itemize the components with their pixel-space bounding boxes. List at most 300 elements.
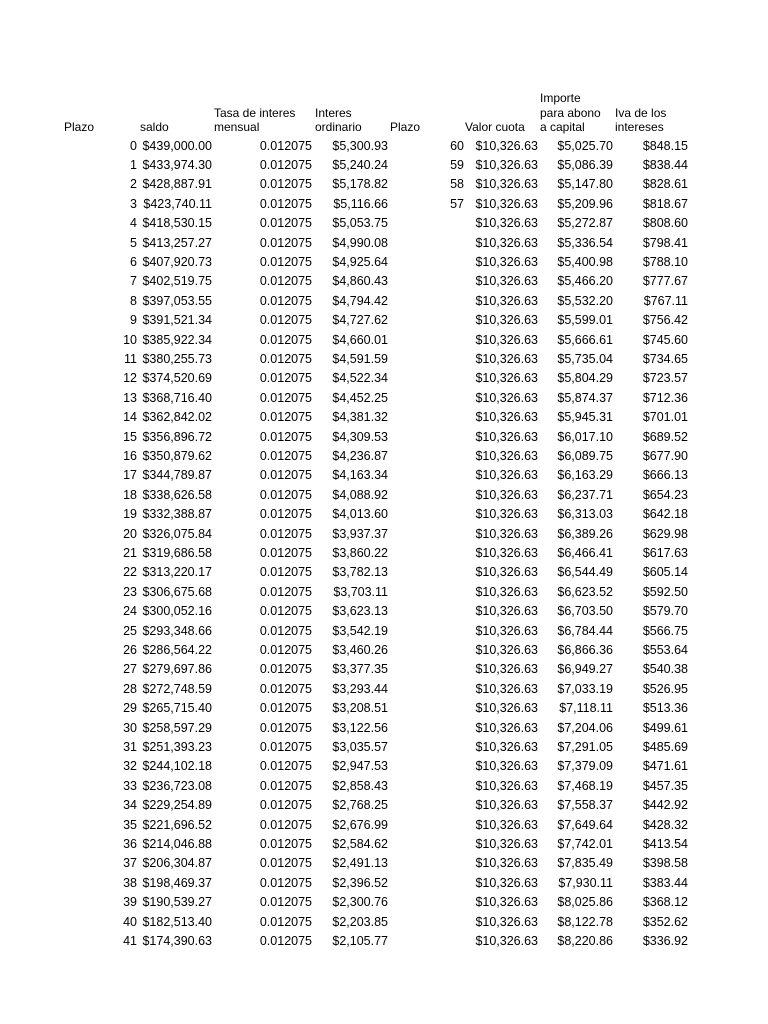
cell-plazo: 21 [123, 545, 137, 560]
table-row [0, 796, 768, 815]
cell-saldo: $433,974.30 [142, 157, 212, 172]
cell-plazo: 14 [123, 410, 137, 425]
cell-saldo: $244,102.18 [142, 759, 212, 774]
cell-tasa: 0.012075 [259, 274, 312, 289]
table-row [0, 311, 768, 330]
cell-valor-cuota: $10,326.63 [475, 254, 538, 269]
cell-plazo: 7 [130, 274, 137, 289]
cell-plazo: 19 [123, 507, 137, 522]
cell-iva: $734.65 [642, 351, 688, 366]
table-row [0, 913, 768, 932]
table-row [0, 331, 768, 350]
cell-interes: $3,542.19 [332, 623, 388, 638]
table-row [0, 583, 768, 602]
cell-saldo: $374,520.69 [142, 371, 212, 386]
cell-valor-cuota: $10,326.63 [475, 817, 538, 832]
cell-iva: $383.44 [642, 875, 688, 890]
cell-interes: $3,460.26 [332, 642, 388, 657]
cell-saldo: $391,521.34 [142, 313, 212, 328]
cell-iva: $808.60 [642, 216, 688, 231]
cell-interes: $4,591.59 [332, 351, 388, 366]
cell-plazo-2: 57 [450, 196, 464, 211]
cell-interes: $3,623.13 [332, 604, 388, 619]
cell-valor-cuota: $10,326.63 [475, 933, 538, 948]
cell-saldo: $428,887.91 [142, 177, 212, 192]
cell-saldo: $368,716.40 [142, 390, 212, 405]
cell-saldo: $418,530.15 [142, 216, 212, 231]
cell-iva: $848.15 [642, 138, 688, 153]
cell-importe: $6,089.75 [557, 448, 613, 463]
cell-importe: $6,544.49 [557, 565, 613, 580]
cell-iva: $336.92 [642, 933, 688, 948]
cell-valor-cuota: $10,326.63 [475, 604, 538, 619]
cell-tasa: 0.012075 [259, 584, 312, 599]
header-iva: Iva de los intereses [615, 105, 667, 134]
cell-interes: $4,727.62 [332, 313, 388, 328]
cell-saldo: $293,348.66 [142, 623, 212, 638]
table-row [0, 525, 768, 544]
cell-plazo: 36 [123, 836, 137, 851]
cell-plazo: 33 [123, 778, 137, 793]
header-saldo: saldo [140, 120, 169, 134]
cell-iva: $540.38 [642, 662, 688, 677]
cell-tasa: 0.012075 [259, 157, 312, 172]
cell-tasa: 0.012075 [259, 410, 312, 425]
cell-importe: $6,703.50 [557, 604, 613, 619]
cell-interes: $4,452.25 [332, 390, 388, 405]
table-row [0, 272, 768, 291]
cell-iva: $352.62 [642, 914, 688, 929]
cell-importe: $7,468.19 [557, 778, 613, 793]
cell-valor-cuota: $10,326.63 [475, 565, 538, 580]
cell-plazo: 1 [130, 157, 137, 172]
cell-saldo: $272,748.59 [142, 681, 212, 696]
cell-saldo: $300,052.16 [142, 604, 212, 619]
table-row [0, 563, 768, 582]
cell-iva: $428.32 [642, 817, 688, 832]
cell-importe: $8,122.78 [557, 914, 613, 929]
cell-saldo: $265,715.40 [142, 701, 212, 716]
cell-tasa: 0.012075 [259, 739, 312, 754]
cell-valor-cuota: $10,326.63 [475, 157, 538, 172]
cell-plazo: 18 [123, 487, 137, 502]
cell-tasa: 0.012075 [259, 429, 312, 444]
cell-importe: $7,930.11 [558, 875, 613, 890]
cell-tasa: 0.012075 [259, 545, 312, 560]
cell-importe: $5,147.80 [557, 177, 613, 192]
cell-interes: $4,236.87 [332, 448, 388, 463]
cell-tasa: 0.012075 [259, 914, 312, 929]
cell-importe: $6,237.71 [557, 487, 613, 502]
cell-tasa: 0.012075 [259, 390, 312, 405]
cell-iva: $398.58 [642, 856, 688, 871]
cell-saldo: $338,626.58 [142, 487, 212, 502]
cell-plazo: 3 [130, 196, 137, 211]
cell-importe: $6,866.36 [557, 642, 613, 657]
table-row [0, 660, 768, 679]
cell-valor-cuota: $10,326.63 [475, 351, 538, 366]
table-row [0, 757, 768, 776]
cell-saldo: $286,564.22 [142, 642, 212, 657]
cell-tasa: 0.012075 [259, 836, 312, 851]
table-row [0, 777, 768, 796]
cell-importe: $5,466.20 [557, 274, 613, 289]
cell-iva: $767.11 [643, 293, 688, 308]
cell-interes: $3,860.22 [332, 545, 388, 560]
cell-tasa: 0.012075 [259, 604, 312, 619]
cell-plazo: 41 [123, 933, 137, 948]
cell-valor-cuota: $10,326.63 [475, 274, 538, 289]
cell-valor-cuota: $10,326.63 [475, 293, 538, 308]
cell-saldo: $236,723.08 [142, 778, 212, 793]
cell-plazo: 32 [123, 759, 137, 774]
cell-interes: $4,381.32 [332, 410, 388, 425]
cell-tasa: 0.012075 [259, 371, 312, 386]
cell-tasa: 0.012075 [259, 662, 312, 677]
cell-iva: $485.69 [642, 739, 688, 754]
cell-valor-cuota: $10,326.63 [475, 487, 538, 502]
cell-valor-cuota: $10,326.63 [475, 545, 538, 560]
cell-saldo: $385,922.34 [142, 332, 212, 347]
cell-saldo: $326,075.84 [142, 526, 212, 541]
cell-valor-cuota: $10,326.63 [475, 468, 538, 483]
cell-valor-cuota: $10,326.63 [475, 798, 538, 813]
cell-saldo: $206,304.87 [142, 856, 212, 871]
cell-interes: $5,053.75 [332, 216, 388, 231]
cell-interes: $3,377.35 [332, 662, 388, 677]
cell-saldo: $174,390.63 [142, 933, 212, 948]
table-row [0, 195, 768, 214]
cell-tasa: 0.012075 [259, 933, 312, 948]
cell-saldo: $306,675.68 [142, 584, 212, 599]
cell-valor-cuota: $10,326.63 [475, 623, 538, 638]
cell-importe: $6,389.26 [557, 526, 613, 541]
cell-importe: $5,209.96 [557, 196, 613, 211]
cell-plazo: 23 [123, 584, 137, 599]
cell-saldo: $229,254.89 [142, 798, 212, 813]
cell-valor-cuota: $10,326.63 [475, 410, 538, 425]
cell-interes: $3,937.37 [332, 526, 388, 541]
cell-valor-cuota: $10,326.63 [475, 836, 538, 851]
cell-tasa: 0.012075 [259, 720, 312, 735]
cell-interes: $3,293.44 [332, 681, 388, 696]
cell-plazo: 15 [123, 429, 137, 444]
cell-saldo: $439,000.00 [142, 138, 212, 153]
cell-plazo-2: 59 [450, 157, 464, 172]
cell-importe: $7,558.37 [557, 798, 613, 813]
cell-iva: $442.92 [642, 798, 688, 813]
cell-tasa: 0.012075 [259, 293, 312, 308]
cell-importe: $6,949.27 [557, 662, 613, 677]
cell-importe: $7,379.09 [557, 759, 613, 774]
cell-iva: $677.90 [642, 448, 688, 463]
cell-valor-cuota: $10,326.63 [475, 856, 538, 871]
cell-plazo: 13 [123, 390, 137, 405]
table-row [0, 234, 768, 253]
cell-interes: $4,794.42 [332, 293, 388, 308]
cell-plazo: 38 [123, 875, 137, 890]
cell-iva: $689.52 [642, 429, 688, 444]
cell-iva: $617.63 [642, 545, 688, 560]
cell-interes: $2,768.25 [332, 798, 388, 813]
table-row [0, 699, 768, 718]
table-row [0, 622, 768, 641]
cell-plazo: 5 [130, 235, 137, 250]
cell-plazo: 25 [123, 623, 137, 638]
cell-saldo: $402,519.75 [142, 274, 212, 289]
table-row [0, 602, 768, 621]
table-row [0, 738, 768, 757]
table-row [0, 137, 768, 156]
cell-valor-cuota: $10,326.63 [475, 313, 538, 328]
cell-tasa: 0.012075 [259, 313, 312, 328]
cell-valor-cuota: $10,326.63 [475, 720, 538, 735]
cell-interes: $2,396.52 [332, 875, 388, 890]
cell-importe: $8,025.86 [557, 895, 613, 910]
cell-tasa: 0.012075 [259, 196, 312, 211]
table-row [0, 544, 768, 563]
cell-valor-cuota: $10,326.63 [475, 681, 538, 696]
cell-tasa: 0.012075 [259, 759, 312, 774]
cell-iva: $499.61 [642, 720, 688, 735]
cell-interes: $5,116.66 [333, 196, 388, 211]
table-row [0, 292, 768, 311]
cell-plazo: 17 [123, 468, 137, 483]
table-row [0, 835, 768, 854]
cell-tasa: 0.012075 [259, 875, 312, 890]
cell-interes: $4,013.60 [332, 507, 388, 522]
cell-iva: $818.67 [642, 196, 688, 211]
table-row [0, 408, 768, 427]
cell-plazo: 12 [123, 371, 137, 386]
cell-importe: $7,204.06 [557, 720, 613, 735]
cell-valor-cuota: $10,326.63 [475, 138, 538, 153]
cell-saldo: $423,740.11 [143, 196, 212, 211]
cell-importe: $6,017.10 [557, 429, 613, 444]
cell-importe: $5,400.98 [557, 254, 613, 269]
cell-importe: $7,033.19 [557, 681, 613, 696]
cell-iva: $457.35 [642, 778, 688, 793]
table-row [0, 932, 768, 951]
cell-iva: $701.01 [642, 410, 688, 425]
cell-saldo: $362,842.02 [142, 410, 212, 425]
cell-plazo: 29 [123, 701, 137, 716]
cell-iva: $605.14 [642, 565, 688, 580]
cell-plazo: 2 [130, 177, 137, 192]
cell-importe: $6,163.29 [557, 468, 613, 483]
header-valor-cuota: Valor cuota [465, 120, 525, 134]
table-row [0, 680, 768, 699]
cell-tasa: 0.012075 [259, 332, 312, 347]
cell-plazo: 22 [123, 565, 137, 580]
cell-interes: $3,122.56 [332, 720, 388, 735]
cell-importe: $6,313.03 [557, 507, 613, 522]
cell-importe: $5,666.61 [557, 332, 613, 347]
cell-importe: $7,835.49 [557, 856, 613, 871]
cell-tasa: 0.012075 [259, 216, 312, 231]
cell-tasa: 0.012075 [259, 254, 312, 269]
cell-importe: $5,735.04 [557, 351, 613, 366]
cell-tasa: 0.012075 [259, 856, 312, 871]
cell-importe: $6,784.44 [557, 623, 613, 638]
cell-interes: $4,925.64 [332, 254, 388, 269]
cell-tasa: 0.012075 [259, 623, 312, 638]
cell-tasa: 0.012075 [259, 798, 312, 813]
cell-interes: $2,947.53 [332, 759, 388, 774]
table-row [0, 641, 768, 660]
cell-tasa: 0.012075 [259, 817, 312, 832]
table-row [0, 175, 768, 194]
cell-valor-cuota: $10,326.63 [475, 371, 538, 386]
cell-importe: $7,118.11 [559, 701, 613, 716]
cell-plazo: 10 [123, 332, 137, 347]
cell-interes: $2,676.99 [332, 817, 388, 832]
cell-valor-cuota: $10,326.63 [475, 642, 538, 657]
cell-importe: $5,599.01 [557, 313, 613, 328]
table-row [0, 428, 768, 447]
cell-iva: $642.18 [642, 507, 688, 522]
table-row [0, 253, 768, 272]
cell-plazo: 39 [123, 895, 137, 910]
cell-importe: $5,272.87 [557, 216, 613, 231]
cell-interes: $2,858.43 [332, 778, 388, 793]
cell-iva: $526.95 [642, 681, 688, 696]
table-row [0, 893, 768, 912]
cell-plazo: 26 [123, 642, 137, 657]
table-row [0, 447, 768, 466]
cell-plazo: 20 [123, 526, 137, 541]
cell-saldo: $221,696.52 [142, 817, 212, 832]
cell-importe: $5,945.31 [557, 410, 613, 425]
cell-importe: $6,623.52 [557, 584, 613, 599]
table-row [0, 156, 768, 175]
cell-importe: $6,466.41 [557, 545, 613, 560]
cell-saldo: $397,053.55 [142, 293, 212, 308]
cell-valor-cuota: $10,326.63 [475, 177, 538, 192]
cell-interes: $5,178.82 [332, 177, 388, 192]
cell-tasa: 0.012075 [259, 138, 312, 153]
cell-plazo: 11 [124, 351, 137, 366]
cell-importe: $5,025.70 [557, 138, 613, 153]
cell-tasa: 0.012075 [259, 565, 312, 580]
cell-plazo: 0 [130, 138, 137, 153]
cell-iva: $566.75 [642, 623, 688, 638]
cell-plazo: 37 [123, 856, 137, 871]
cell-saldo: $313,220.17 [142, 565, 212, 580]
cell-saldo: $350,879.62 [142, 448, 212, 463]
cell-importe: $5,804.29 [557, 371, 613, 386]
cell-saldo: $413,257.27 [142, 235, 212, 250]
cell-valor-cuota: $10,326.63 [475, 895, 538, 910]
cell-valor-cuota: $10,326.63 [475, 429, 538, 444]
cell-plazo-2: 60 [450, 138, 464, 153]
cell-iva: $553.64 [642, 642, 688, 657]
cell-iva: $712.36 [642, 390, 688, 405]
table-row [0, 350, 768, 369]
cell-importe: $7,742.01 [557, 836, 613, 851]
cell-plazo: 8 [130, 293, 137, 308]
header-tasa: Tasa de interes mensual [214, 105, 296, 134]
cell-tasa: 0.012075 [259, 681, 312, 696]
cell-tasa: 0.012075 [259, 351, 312, 366]
cell-tasa: 0.012075 [259, 778, 312, 793]
cell-iva: $828.61 [642, 177, 688, 192]
cell-interes: $3,208.51 [332, 701, 388, 716]
cell-iva: $666.13 [642, 468, 688, 483]
table-row [0, 389, 768, 408]
cell-interes: $5,300.93 [332, 138, 388, 153]
cell-plazo: 24 [123, 604, 137, 619]
table-row [0, 214, 768, 233]
cell-tasa: 0.012075 [259, 235, 312, 250]
cell-saldo: $380,255.73 [142, 351, 212, 366]
cell-iva: $798.41 [642, 235, 688, 250]
cell-saldo: $214,046.88 [142, 836, 212, 851]
cell-interes: $4,990.08 [332, 235, 388, 250]
cell-valor-cuota: $10,326.63 [475, 701, 538, 716]
cell-valor-cuota: $10,326.63 [475, 778, 538, 793]
cell-valor-cuota: $10,326.63 [475, 235, 538, 250]
header-plazo-2: Plazo [390, 120, 421, 134]
cell-saldo: $407,920.73 [142, 254, 212, 269]
cell-importe: $5,874.37 [557, 390, 613, 405]
cell-tasa: 0.012075 [259, 468, 312, 483]
cell-valor-cuota: $10,326.63 [475, 216, 538, 231]
cell-plazo: 9 [130, 313, 137, 328]
cell-valor-cuota: $10,326.63 [475, 914, 538, 929]
cell-valor-cuota: $10,326.63 [475, 526, 538, 541]
cell-valor-cuota: $10,326.63 [475, 584, 538, 599]
table-row [0, 854, 768, 873]
cell-plazo: 30 [123, 720, 137, 735]
cell-iva: $579.70 [642, 604, 688, 619]
cell-iva: $629.98 [642, 526, 688, 541]
cell-valor-cuota: $10,326.63 [475, 662, 538, 677]
cell-interes: $3,782.13 [332, 565, 388, 580]
cell-plazo: 31 [123, 739, 137, 754]
table-row [0, 874, 768, 893]
cell-saldo: $344,789.87 [142, 468, 212, 483]
cell-interes: $4,163.34 [332, 468, 388, 483]
cell-valor-cuota: $10,326.63 [475, 390, 538, 405]
header-plazo: Plazo [64, 120, 95, 134]
cell-iva: $592.50 [642, 584, 688, 599]
cell-plazo: 28 [123, 681, 137, 696]
header-importe: Importe para abono a capital [540, 91, 601, 134]
table-row [0, 369, 768, 388]
cell-tasa: 0.012075 [259, 642, 312, 657]
cell-valor-cuota: $10,326.63 [475, 448, 538, 463]
cell-interes: $2,105.77 [332, 933, 388, 948]
cell-plazo: 4 [130, 216, 137, 231]
cell-interes: $3,035.57 [332, 739, 388, 754]
table-row [0, 505, 768, 524]
cell-iva: $471.61 [642, 759, 688, 774]
cell-saldo: $319,686.58 [142, 545, 212, 560]
cell-saldo: $279,697.86 [142, 662, 212, 677]
cell-iva: $745.60 [642, 332, 688, 347]
cell-plazo: 27 [123, 662, 137, 677]
cell-saldo: $332,388.87 [142, 507, 212, 522]
table-row [0, 816, 768, 835]
cell-interes: $3,703.11 [333, 584, 388, 599]
cell-interes: $2,300.76 [332, 895, 388, 910]
cell-tasa: 0.012075 [259, 895, 312, 910]
cell-valor-cuota: $10,326.63 [475, 739, 538, 754]
cell-plazo: 6 [130, 254, 137, 269]
cell-plazo: 40 [123, 914, 137, 929]
cell-iva: $723.57 [642, 371, 688, 386]
